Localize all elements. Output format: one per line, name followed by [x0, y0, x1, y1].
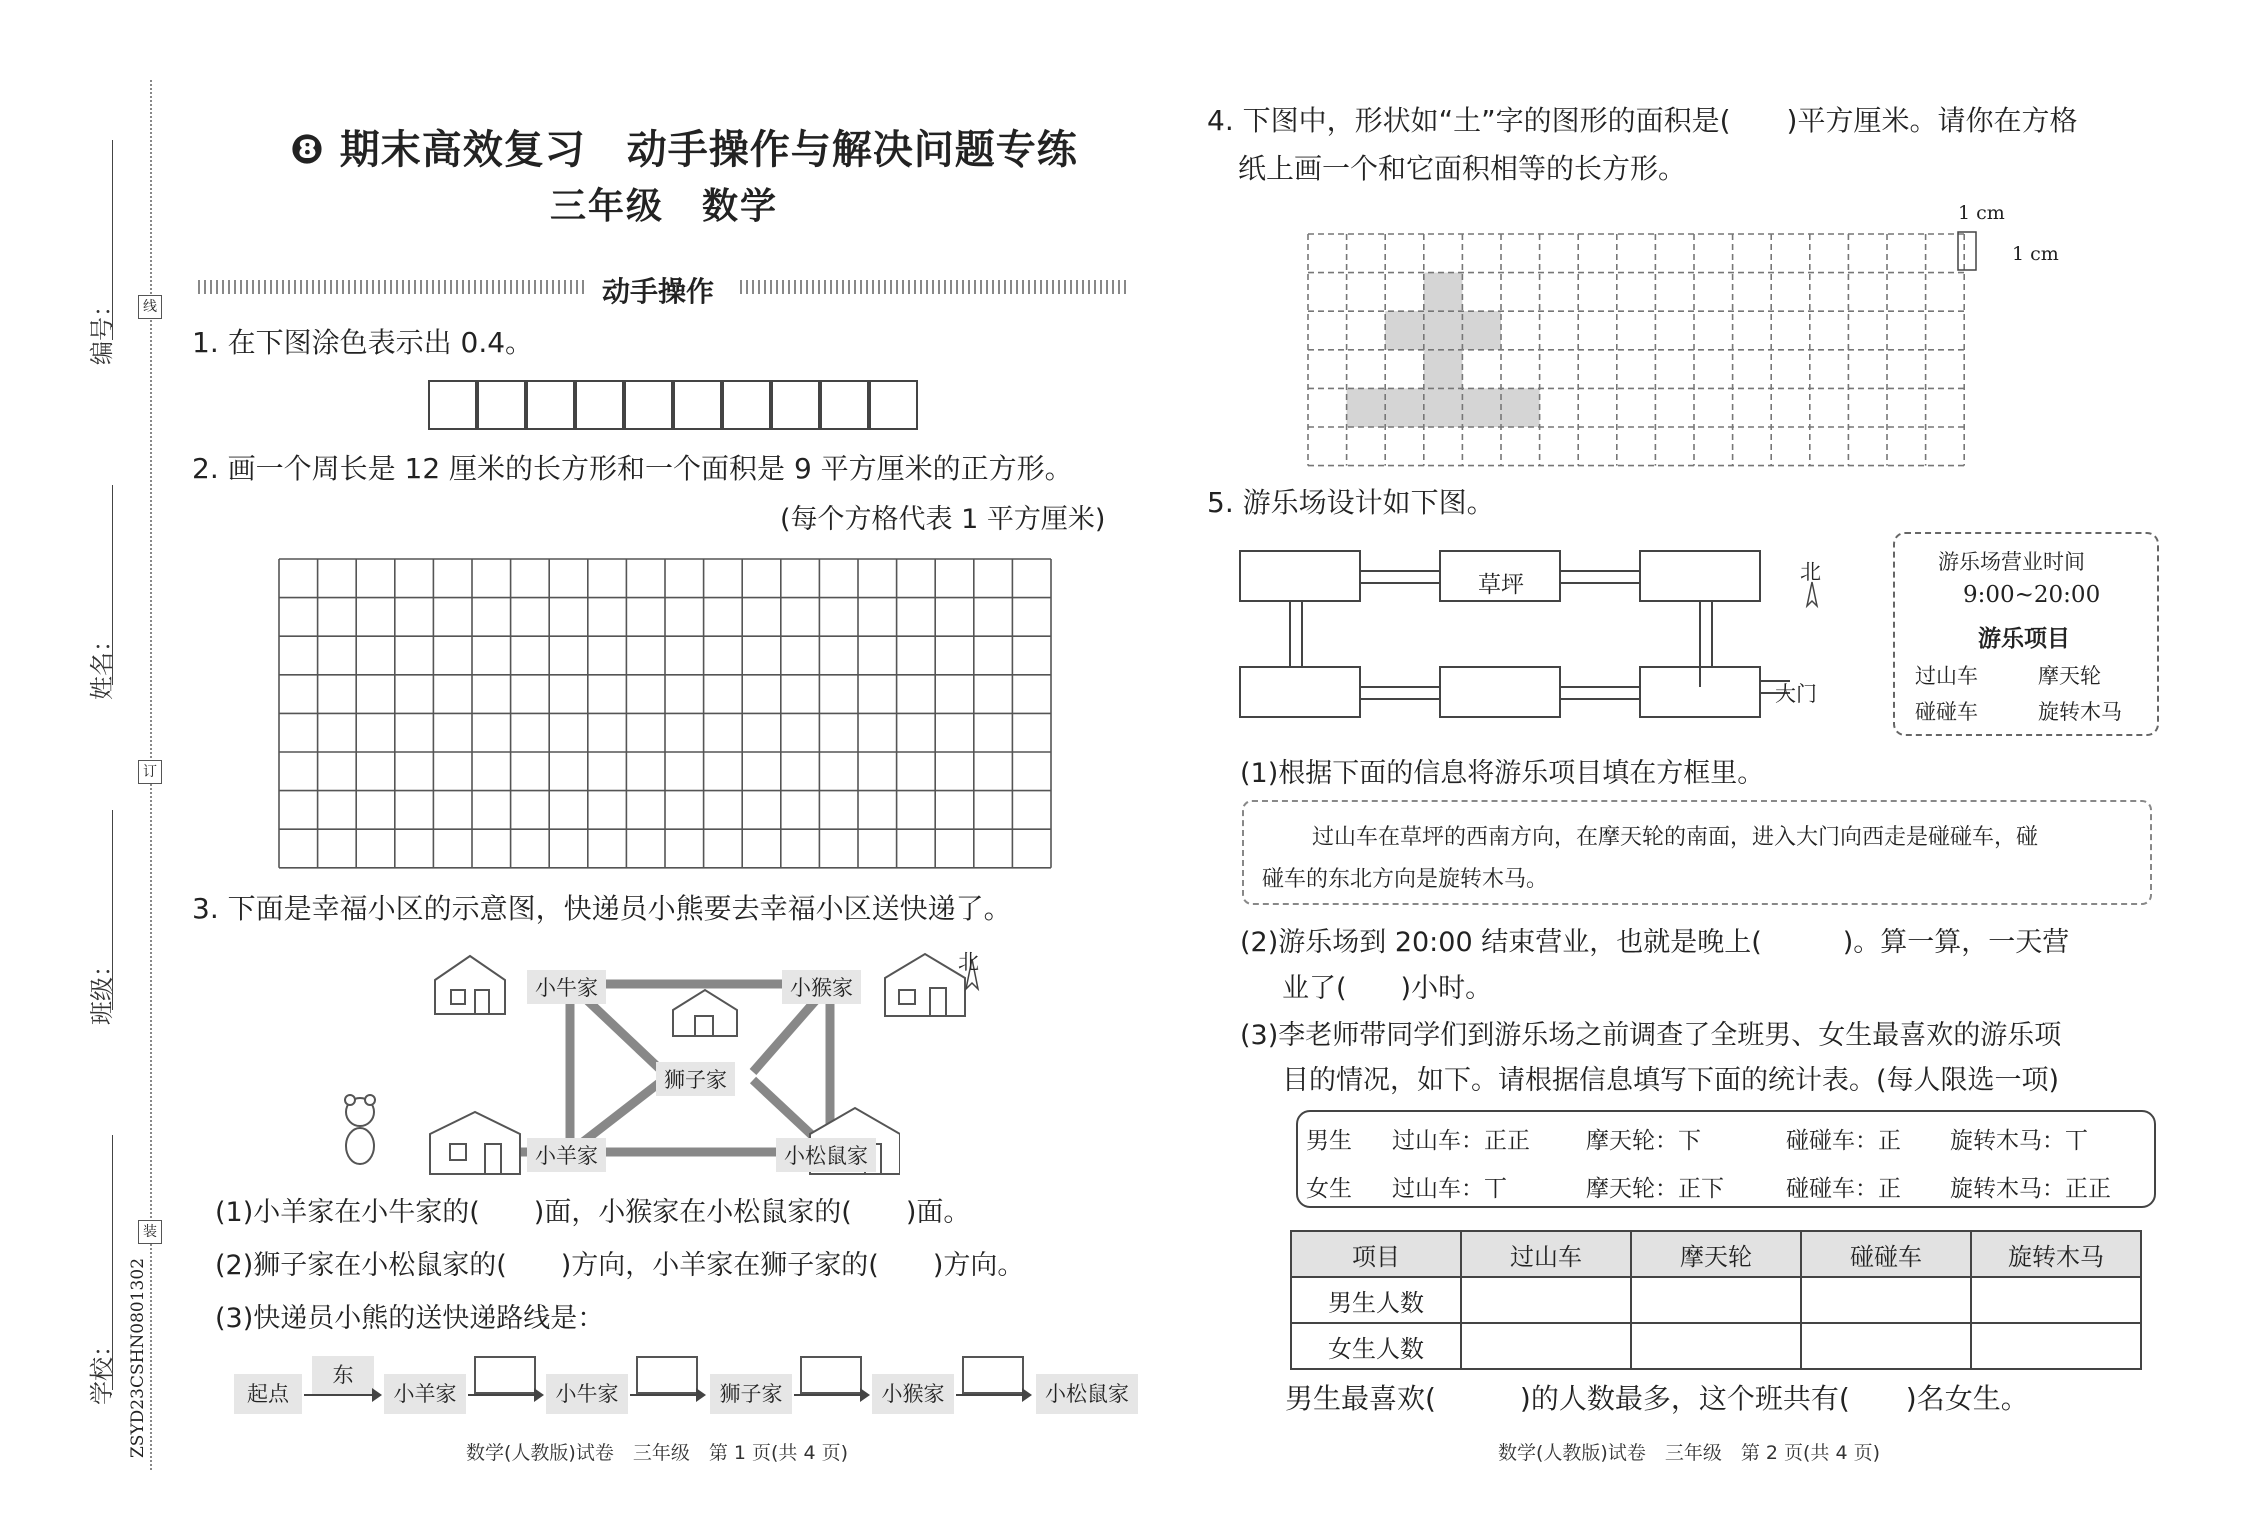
tally-girls-4: 旋转木马：正正 [1950, 1176, 2111, 1202]
q1-box[interactable] [624, 380, 673, 430]
label-xiaohou: 小猴家 [782, 970, 861, 1004]
tally-girls-label: 女生 [1306, 1176, 1352, 1202]
stats-cell[interactable] [1971, 1323, 2141, 1369]
q1-box[interactable] [526, 380, 575, 430]
stats-cell[interactable] [1631, 1323, 1801, 1369]
q1-box[interactable] [477, 380, 526, 430]
q5-sub2-line2: 业了( )小时。 [1282, 973, 1493, 1004]
tally-girls-2: 摩天轮：正下 [1586, 1176, 1724, 1202]
q5-sub3-line2: 目的情况，如下。请根据信息填写下面的统计表。(每人限选一项) [1282, 1065, 2060, 1096]
class-field[interactable] [112, 810, 113, 1010]
park-ride-4: 旋转木马 [2038, 700, 2122, 724]
tally-girls-3: 碰碰车：正 [1786, 1176, 1901, 1202]
route-stop-3: 狮子家 [710, 1374, 792, 1414]
q4-line2: 纸上画一个和它面积相等的长方形。 [1238, 152, 1687, 185]
label-xiaoyang: 小羊家 [527, 1138, 606, 1172]
name-label: 姓名： [88, 628, 116, 700]
page2-footer: 数学(人教版)试卷 三年级 第 2 页(共 4 页) [1498, 1442, 1880, 1464]
q1-box[interactable] [575, 380, 624, 430]
park-box-nw [1240, 551, 1360, 601]
park-ride-1: 过山车 [1915, 664, 1978, 688]
school-field[interactable] [112, 1135, 113, 1390]
stats-cell[interactable] [1631, 1277, 1801, 1323]
q5-clue-line2: 碰车的东北方向是旋转木马。 [1262, 867, 1549, 892]
tally-boys-3: 碰碰车：正 [1786, 1128, 1901, 1154]
q3-text: 3. 下面是幸福小区的示意图，快递员小熊要去幸福小区送快递了。 [192, 892, 1012, 925]
stats-row-boys [1291, 1277, 2141, 1323]
house-hou-icon [885, 954, 965, 1016]
binding-mark-ding: 订 [138, 760, 162, 784]
q3-sub1: (1)小羊家在小牛家的( )面，小猴家在小松鼠家的( )面。 [215, 1197, 971, 1228]
q1-box[interactable] [722, 380, 771, 430]
route-box-5[interactable] [962, 1356, 1024, 1394]
park-lawn-label: 草坪 [1478, 572, 1524, 598]
stats-cell[interactable] [1801, 1323, 1971, 1369]
q5-sub3-line1: (3)李老师带同学们到游乐场之前调查了全班男、女生最喜欢的游乐项 [1240, 1020, 2062, 1051]
q4-shaded-square [1424, 388, 1463, 427]
page1-footer: 数学(人教版)试卷 三年级 第 1 页(共 4 页) [466, 1442, 848, 1464]
q4-unit-height: 1 cm [2012, 243, 2059, 265]
park-ride-2: 摩天轮 [2038, 664, 2101, 688]
park-box-sw [1240, 667, 1360, 717]
q4-grid[interactable] [1300, 230, 1980, 470]
q1-box[interactable] [820, 380, 869, 430]
q5-clue-line1: 过山车在草坪的西南方向，在摩天轮的南面，进入大门向西走是碰碰车，碰 [1312, 825, 2039, 850]
park-gate-label: 大门 [1775, 682, 1817, 706]
stats-cell[interactable] [1971, 1277, 2141, 1323]
route-box-2[interactable] [474, 1356, 536, 1394]
stats-row-girls [1291, 1323, 2141, 1369]
house-yang-icon [430, 1112, 520, 1174]
label-shizi: 狮子家 [656, 1062, 735, 1096]
route-stop-1: 小羊家 [384, 1374, 466, 1414]
q5-conclusion: 男生最喜欢( )的人数最多，这个班共有( )名女生。 [1285, 1382, 2029, 1415]
paper-code: ZSYD23CSHN0801302 [128, 1257, 148, 1458]
q4-shaded-square [1424, 311, 1463, 350]
q4-shaded-square [1385, 388, 1424, 427]
stats-header-roller: 过山车 [1461, 1231, 1631, 1277]
route-stop-4: 小猴家 [872, 1374, 954, 1414]
stats-header-row [1291, 1231, 2141, 1277]
route-arrow-5 [956, 1394, 1030, 1396]
q4-line1: 4. 下图中，形状如“土”字的图形的面积是( )平方厘米。请你在方格 [1207, 104, 2078, 137]
q1-boxes[interactable] [428, 380, 918, 430]
route-arrow-1 [304, 1394, 380, 1396]
name-field[interactable] [112, 485, 113, 685]
park-north-label: 北 [1800, 560, 1821, 584]
number-field[interactable] [112, 140, 113, 340]
stats-row-label: 男生人数 [1291, 1277, 1461, 1323]
q1-box[interactable] [673, 380, 722, 430]
label-xiaosongshu: 小松鼠家 [776, 1138, 876, 1172]
park-rides-title: 游乐项目 [1978, 626, 2070, 652]
q4-shaded-square [1424, 350, 1463, 389]
stats-header-wheel: 摩天轮 [1631, 1231, 1801, 1277]
class-label: 班级： [88, 953, 116, 1025]
stats-row-label: 女生人数 [1291, 1323, 1461, 1369]
q1-box[interactable] [771, 380, 820, 430]
section-bar-left [198, 280, 588, 294]
q4-shaded-square [1462, 388, 1501, 427]
stats-header-carousel: 旋转木马 [1971, 1231, 2141, 1277]
number-label: 编号： [88, 293, 116, 365]
tally-girls-1: 过山车：丅 [1392, 1176, 1507, 1202]
q3-sub2: (2)狮子家在小松鼠家的( )方向，小羊家在狮子家的( )方向。 [215, 1250, 1025, 1281]
route-arrow-4 [794, 1394, 868, 1396]
tally-boys-4: 旋转木马：丅 [1950, 1128, 2088, 1154]
park-box-s [1440, 667, 1560, 717]
park-hours: 9:00~20:00 [1963, 582, 2101, 608]
stats-table [1290, 1230, 2142, 1370]
q1-box[interactable] [869, 380, 918, 430]
q4-shaded-square [1424, 273, 1463, 312]
q4-shaded-square [1462, 311, 1501, 350]
park-north-arrow-icon [1802, 580, 1822, 610]
park-hours-title: 游乐场营业时间 [1938, 550, 2085, 574]
route-box-3[interactable] [636, 1356, 698, 1394]
q3-north-label: 北 [958, 950, 979, 974]
stats-header-bumper: 碰碰车 [1801, 1231, 1971, 1277]
section-heading: 动手操作 [602, 275, 715, 308]
tally-boys-label: 男生 [1306, 1128, 1352, 1154]
park-box-ne [1640, 551, 1760, 601]
house-niu-icon [435, 956, 505, 1014]
park-ride-3: 碰碰车 [1915, 700, 1978, 724]
stats-cell[interactable] [1461, 1277, 1631, 1323]
tally-boys-2: 摩天轮：下 [1586, 1128, 1701, 1154]
stats-cell[interactable] [1801, 1277, 1971, 1323]
stats-header-item: 项目 [1291, 1231, 1461, 1277]
q5-text: 5. 游乐场设计如下图。 [1207, 486, 1495, 519]
route-box-4[interactable] [800, 1356, 862, 1394]
section-bar-right [740, 280, 1130, 294]
route-start: 起点 [234, 1374, 302, 1414]
route-arrow-3 [630, 1394, 704, 1396]
q2-text: 2. 画一个周长是 12 厘米的长方形和一个面积是 9 平方厘米的正方形。 [192, 452, 1073, 485]
q5-sub2-line1: (2)游乐场到 20:00 结束营业，也就是晚上( )。算一算，一天营 [1240, 927, 2070, 958]
q4-shaded-square [1501, 388, 1540, 427]
q4-shaded-square [1385, 311, 1424, 350]
q5-sub1: (1)根据下面的信息将游乐项目填在方框里。 [1240, 758, 1765, 789]
q2-grid[interactable] [278, 558, 1054, 870]
stats-cell[interactable] [1461, 1323, 1631, 1369]
q4-unit-square [1958, 232, 1976, 270]
page-title: ❽ 期末高效复习 动手操作与解决问题专练 [290, 127, 1078, 173]
q1-text: 1. 在下图涂色表示出 0.4。 [192, 326, 534, 359]
q1-box[interactable] [428, 380, 477, 430]
route-stop-2: 小牛家 [546, 1374, 628, 1414]
q4-unit-width: 1 cm [1958, 202, 2005, 224]
page-subtitle: 三年级 数学 [550, 186, 779, 227]
q2-note: (每个方格代表 1 平方厘米) [780, 504, 1106, 535]
label-xiaoniu: 小牛家 [527, 970, 606, 1004]
tally-boys-1: 过山车：正正 [1392, 1128, 1530, 1154]
binding-mark-line: 线 [138, 295, 162, 319]
q3-sub3: (3)快递员小熊的送快递路线是： [215, 1303, 605, 1334]
school-label: 学校： [88, 1333, 116, 1405]
route-arrow-2 [468, 1394, 542, 1396]
route-stop-5: 小松鼠家 [1036, 1374, 1138, 1414]
binding-mark-zhuang: 装 [138, 1220, 162, 1244]
route-first-direction: 东 [312, 1356, 374, 1394]
q4-shaded-square [1347, 388, 1386, 427]
